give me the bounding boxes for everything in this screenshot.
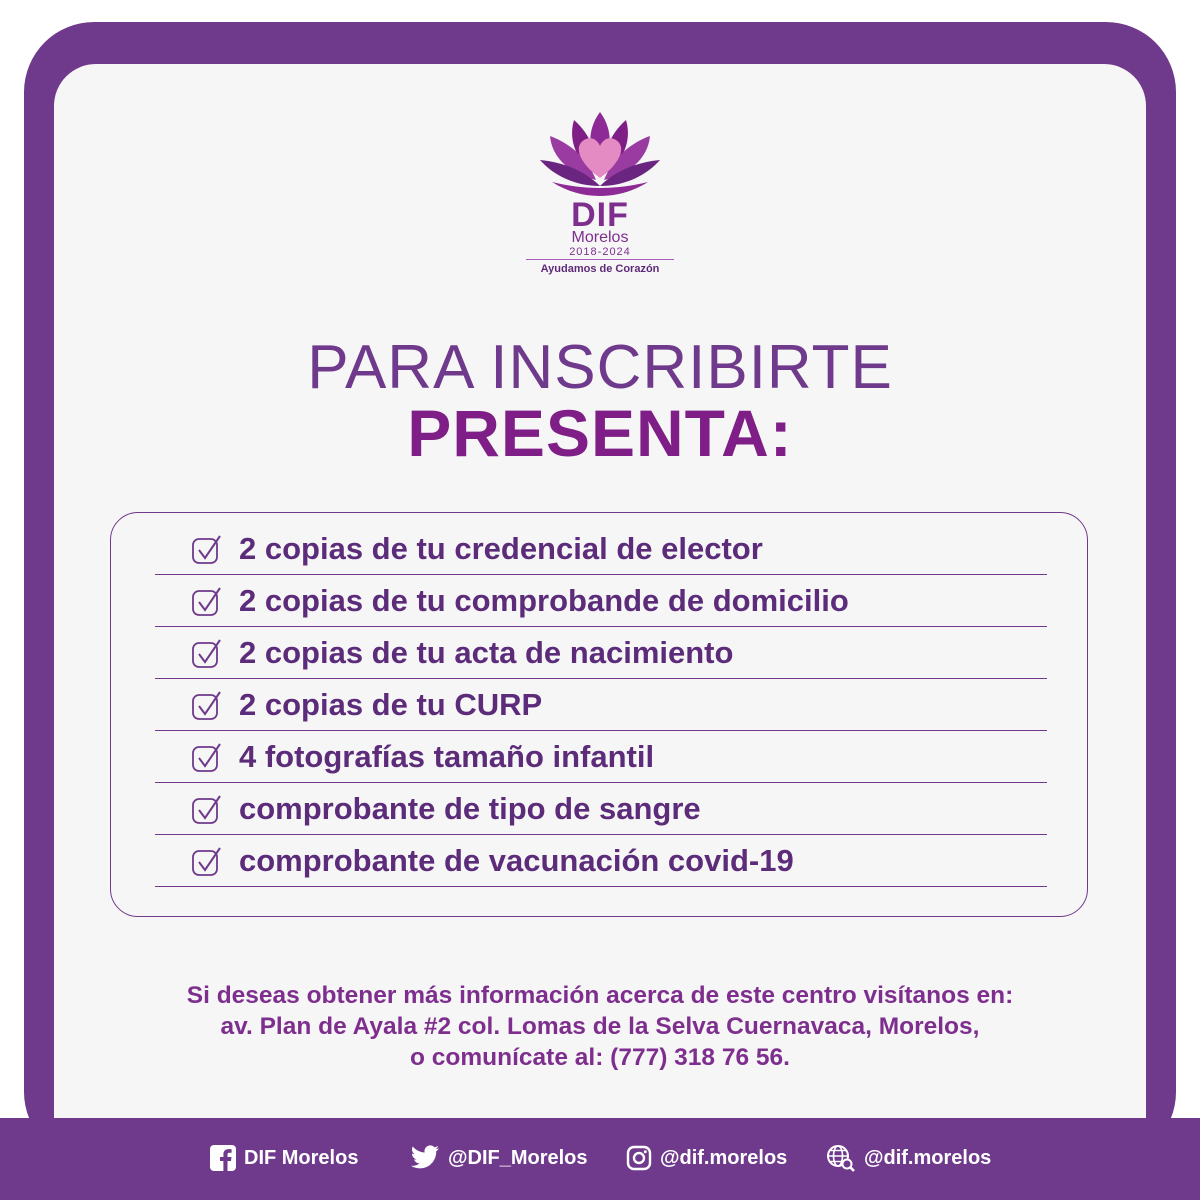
list-item — [155, 783, 1047, 835]
requirement-text: 2 copias de tu comprobande de domicilio — [239, 583, 849, 618]
list-item — [155, 835, 1047, 887]
info-line2: av. Plan de Ayala #2 col. Lomas de la Selva Cuernavaca, Morelos, — [220, 1013, 980, 1040]
instagram-handle: @dif.morelos — [660, 1146, 788, 1169]
checkbox-icon — [191, 793, 223, 825]
logo-region: Morelos — [571, 229, 629, 246]
logo-divider — [526, 259, 674, 260]
list-item — [155, 679, 1047, 731]
checkbox-icon — [191, 637, 223, 669]
requirement-text: 4 fotografías tamaño infantil — [239, 739, 655, 774]
globe-search-icon — [826, 1144, 856, 1172]
logo-name: DIF — [571, 196, 629, 234]
twitter-icon — [410, 1145, 440, 1171]
checkbox-icon — [191, 741, 223, 773]
info-line3: o comunícate al: (777) 318 76 56. — [410, 1044, 790, 1071]
website-link[interactable] — [826, 1140, 991, 1176]
info-line1: Si deseas obtener más información acerca de este centro visítanos en: — [186, 982, 1014, 1009]
facebook-icon — [210, 1145, 236, 1171]
lotus-heart-icon — [538, 106, 662, 198]
checkbox-icon — [191, 689, 223, 721]
requirement-text: comprobante de tipo de sangre — [239, 791, 701, 826]
twitter-handle: @DIF_Morelos — [448, 1146, 588, 1169]
facebook-handle: DIF Morelos — [244, 1146, 359, 1169]
list-item — [155, 575, 1047, 627]
logo-years: 2018-2024 — [569, 246, 631, 258]
footer-bar — [0, 1118, 1200, 1200]
contact-info — [0, 980, 1200, 1073]
instagram-icon — [626, 1145, 652, 1171]
facebook-link[interactable] — [210, 1140, 358, 1176]
instagram-link[interactable] — [626, 1140, 787, 1176]
checkbox-icon — [191, 533, 223, 565]
twitter-link[interactable] — [410, 1140, 588, 1176]
heading-line1: PARA INSCRIBIRTE — [307, 333, 893, 402]
website-handle: @dif.morelos — [864, 1146, 992, 1169]
list-item — [155, 731, 1047, 783]
requirements-box — [110, 512, 1088, 917]
logo-tagline: Ayudamos de Corazón — [540, 263, 660, 275]
list-item — [155, 627, 1047, 679]
list-item — [155, 523, 1047, 575]
checkbox-icon — [191, 585, 223, 617]
dif-logo — [500, 106, 700, 282]
requirement-text: 2 copias de tu CURP — [239, 687, 543, 722]
requirement-text: 2 copias de tu acta de nacimiento — [239, 635, 734, 670]
heading-line2: PRESENTA: — [407, 396, 793, 470]
requirement-text: comprobante de vacunación covid-19 — [239, 843, 794, 878]
checkbox-icon — [191, 845, 223, 877]
requirement-text: 2 copias de tu credencial de elector — [239, 531, 763, 566]
